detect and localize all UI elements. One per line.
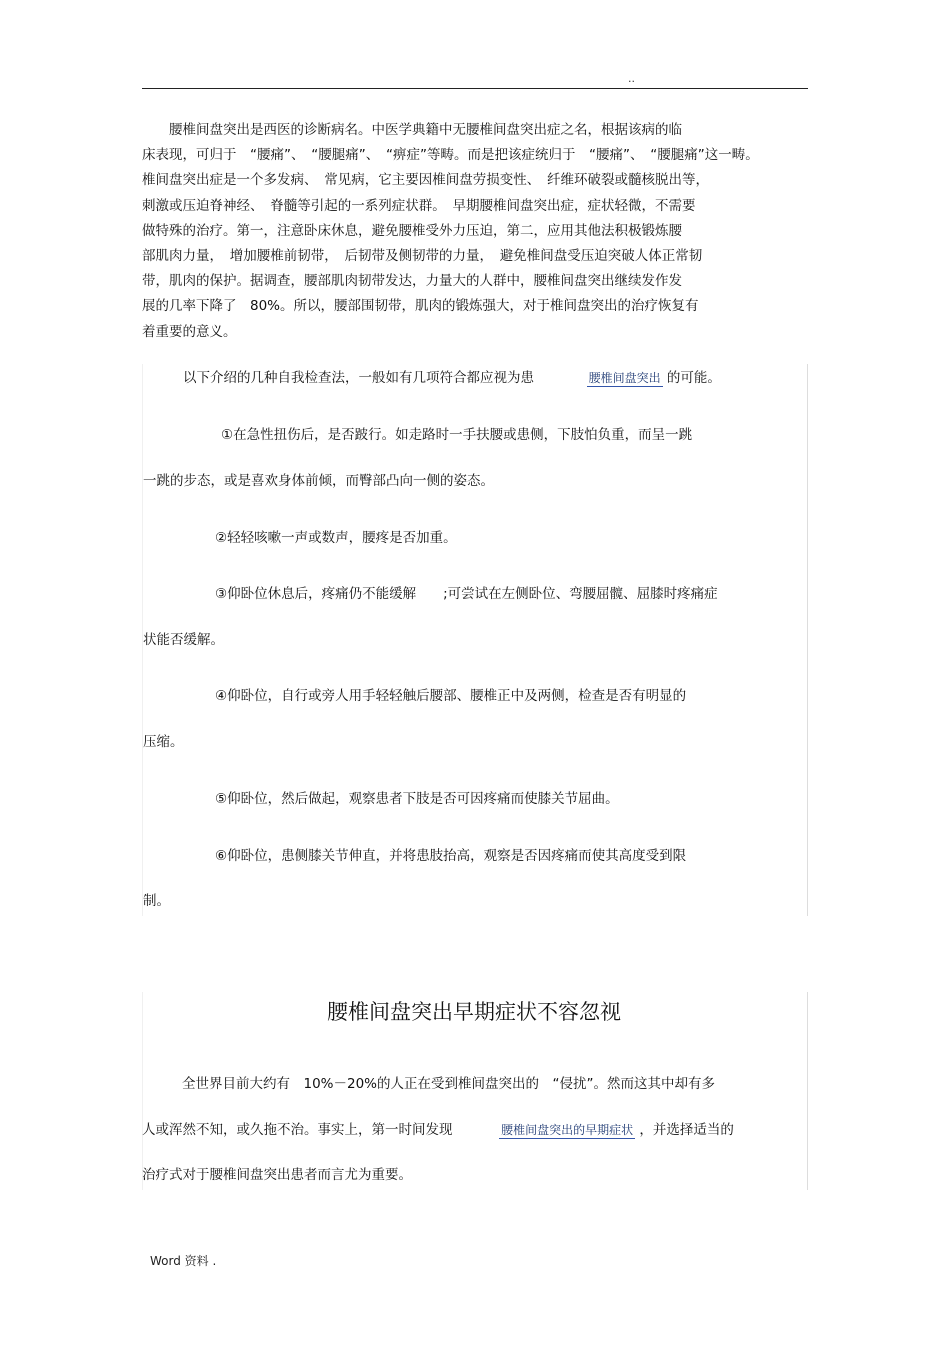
check-item-6-cont: 制。 <box>143 893 170 909</box>
check-item-6: ⑥仰卧位，患侧膝关节伸直，并将患肢抬高，观察是否因疼痛而使其高度受到限 <box>215 848 687 864</box>
line2-text: 人或浑然不知，或久拖不治。事实上，第一时间发现 <box>142 1122 453 1138</box>
header-mark: .. <box>628 72 635 85</box>
check-item-5: ⑤仰卧位，然后做起，观察患者下肢是否可因疼痛而使膝关节屈曲。 <box>215 791 619 807</box>
intro-line: 做特殊的治疗。第一，注意卧床休息，避免腰椎受外力压迫，第二，应用其他法积极锻炼腰 <box>142 222 682 239</box>
self-check-lead <box>183 366 721 386</box>
check-item-1-cont: 一跳的步态，或是喜欢身体前倾，而臀部凸向一侧的姿态。 <box>143 473 494 489</box>
line2-text-end: ，并选择适当的 <box>639 1122 734 1138</box>
header-rule <box>142 88 808 89</box>
check-item-4-cont: 压缩。 <box>143 734 184 750</box>
intro-line: 部肌肉力量， 增加腰椎前韧带， 后韧带及侧韧带的力量， 避免椎间盘受压迫突破人体正常韧 <box>142 248 703 265</box>
early-symptoms-link[interactable]: 腰椎间盘突出的早期症状 <box>501 1123 634 1137</box>
lead-text-end: 的可能。 <box>666 370 721 386</box>
intro-line: 椎间盘突出症是一个多发病、 常见病，它主要因椎间盘劳损变性、 纤维环破裂或髓核脱出等， <box>142 172 709 189</box>
intro-line: 床表现，可归于 “腰痛”、 “腰腿痛”、 “痹症”等畴。而是把该症统归于 “腰痛”、 “腰腿痛”这一畴。 <box>142 147 759 164</box>
self-check-section <box>142 364 808 916</box>
intro-line: 展的几率下降了 80%。所以，腰部围韧带，肌肉的锻炼强大，对于椎间盘突出的治疗恢复有 <box>142 298 699 315</box>
footer-text: Word 资料 . <box>150 1254 217 1268</box>
section-title: 腰椎间盘突出早期症状不容忽视 <box>327 1000 621 1024</box>
intro-line: 着重要的意义。 <box>142 323 237 340</box>
lumbar-disc-link[interactable]: 腰椎间盘突出 <box>588 371 661 385</box>
section2-line-2 <box>142 1118 734 1138</box>
check-item-3: ③仰卧位休息后，疼痛仍不能缓解 ;可尝试在左侧卧位、弯腰屈髋、屈膝时疼痛症 <box>215 586 718 602</box>
check-item-3-cont: 状能否缓解。 <box>143 632 224 648</box>
check-item-1: ①在急性扭伤后，是否跛行。如走路时一手扶腰或患侧，下肢怕负重，而呈一跳 <box>221 427 693 443</box>
intro-paragraph <box>142 118 808 345</box>
section2-line-3: 治疗式对于腰椎间盘突出患者而言尤为重要。 <box>142 1167 412 1183</box>
lead-text: 以下介绍的几种自我检查法，一般如有几项符合都应视为患 <box>183 370 534 386</box>
check-item-4: ④仰卧位，自行或旁人用手轻轻触后腰部、腰椎正中及两侧，检查是否有明显的 <box>215 688 687 704</box>
intro-line: 刺激或压迫脊神经、 脊髓等引起的一系列症状群。 早期腰椎间盘突出症，症状轻微，不需要 <box>142 197 696 214</box>
section2-line-1: 全世界目前大约有 10%－20%的人正在受到椎间盘突出的 “侵扰”。然而这其中却有多 <box>182 1076 715 1092</box>
intro-line: 带，肌肉的保护。据调查，腰部肌肉韧带发达，力量大的人群中，腰椎间盘突出继续发作发 <box>142 273 682 290</box>
check-item-2: ②轻轻咳嗽一声或数声，腰疼是否加重。 <box>215 530 457 546</box>
intro-line: 腰椎间盘突出是西医的诊断病名。中医学典籍中无腰椎间盘突出症之名，根据该病的临 <box>142 122 682 138</box>
